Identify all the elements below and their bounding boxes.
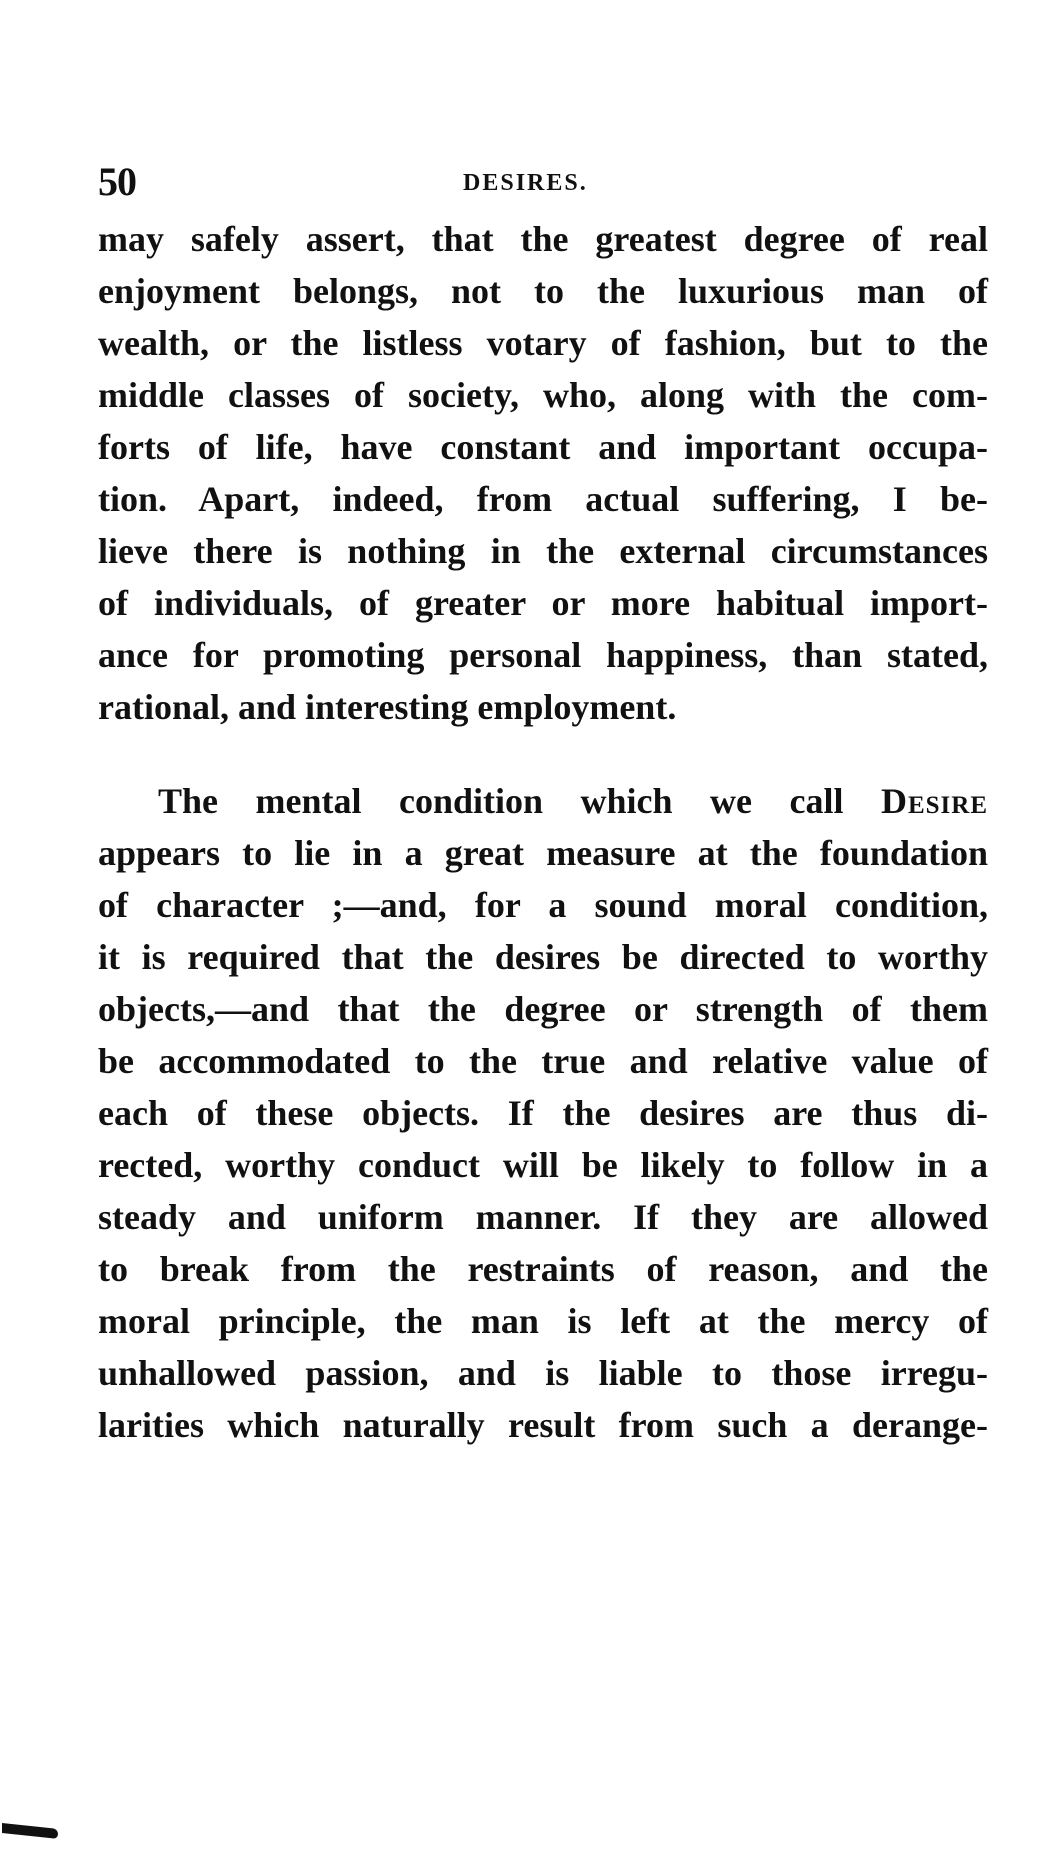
text-line: rected, worthy conduct will be likely to follow in a bbox=[98, 1145, 988, 1185]
running-title: DESIRES. bbox=[463, 170, 588, 196]
text-line: steady and uniform manner. If they are allowed bbox=[98, 1197, 988, 1237]
small-caps-term: Desire bbox=[880, 781, 989, 821]
text-line: objects,—and that the degree or strength of them bbox=[98, 989, 988, 1029]
text-line: may safely assert, that the greatest degree of real bbox=[98, 219, 988, 259]
text-line: lieve there is nothing in the external circumstances bbox=[98, 531, 988, 571]
page-number: 50 bbox=[98, 159, 136, 204]
scan-ink-mark bbox=[2, 1823, 58, 1839]
text-line: it is required that the desires be directed to worthy bbox=[98, 937, 988, 977]
text-line: ance for promoting personal happiness, than stated, bbox=[98, 635, 988, 675]
text-line: moral principle, the man is left at the mercy of bbox=[98, 1301, 988, 1341]
text-line: unhallowed passion, and is liable to those irregu- bbox=[98, 1353, 988, 1393]
text-line: of individuals, of greater or more habitual import- bbox=[98, 583, 988, 623]
text-line: appears to lie in a great measure at the foundation bbox=[98, 833, 988, 873]
opening-text: The mental condition which we call bbox=[158, 781, 844, 821]
text-line: wealth, or the listless votary of fashion, but to the bbox=[98, 323, 988, 363]
text-line: enjoyment belongs, not to the luxurious man of bbox=[98, 271, 988, 311]
text-line: tion. Apart, indeed, from actual suffering, I be- bbox=[98, 479, 988, 519]
text-line: larities which naturally result from such a derange- bbox=[98, 1405, 988, 1445]
text-line: of character ;—and, for a sound moral condition, bbox=[98, 885, 988, 925]
text-line: middle classes of society, who, along with the com- bbox=[98, 375, 988, 415]
text-line: each of these objects. If the desires are thus di- bbox=[98, 1093, 988, 1133]
text-line: rational, and interesting employment. bbox=[98, 687, 677, 727]
text-line: forts of life, have constant and important occupa- bbox=[98, 427, 988, 467]
running-head bbox=[98, 158, 988, 208]
text-line: be accommodated to the true and relative value of bbox=[98, 1041, 988, 1081]
text-line: to break from the restraints of reason, and the bbox=[98, 1249, 988, 1289]
